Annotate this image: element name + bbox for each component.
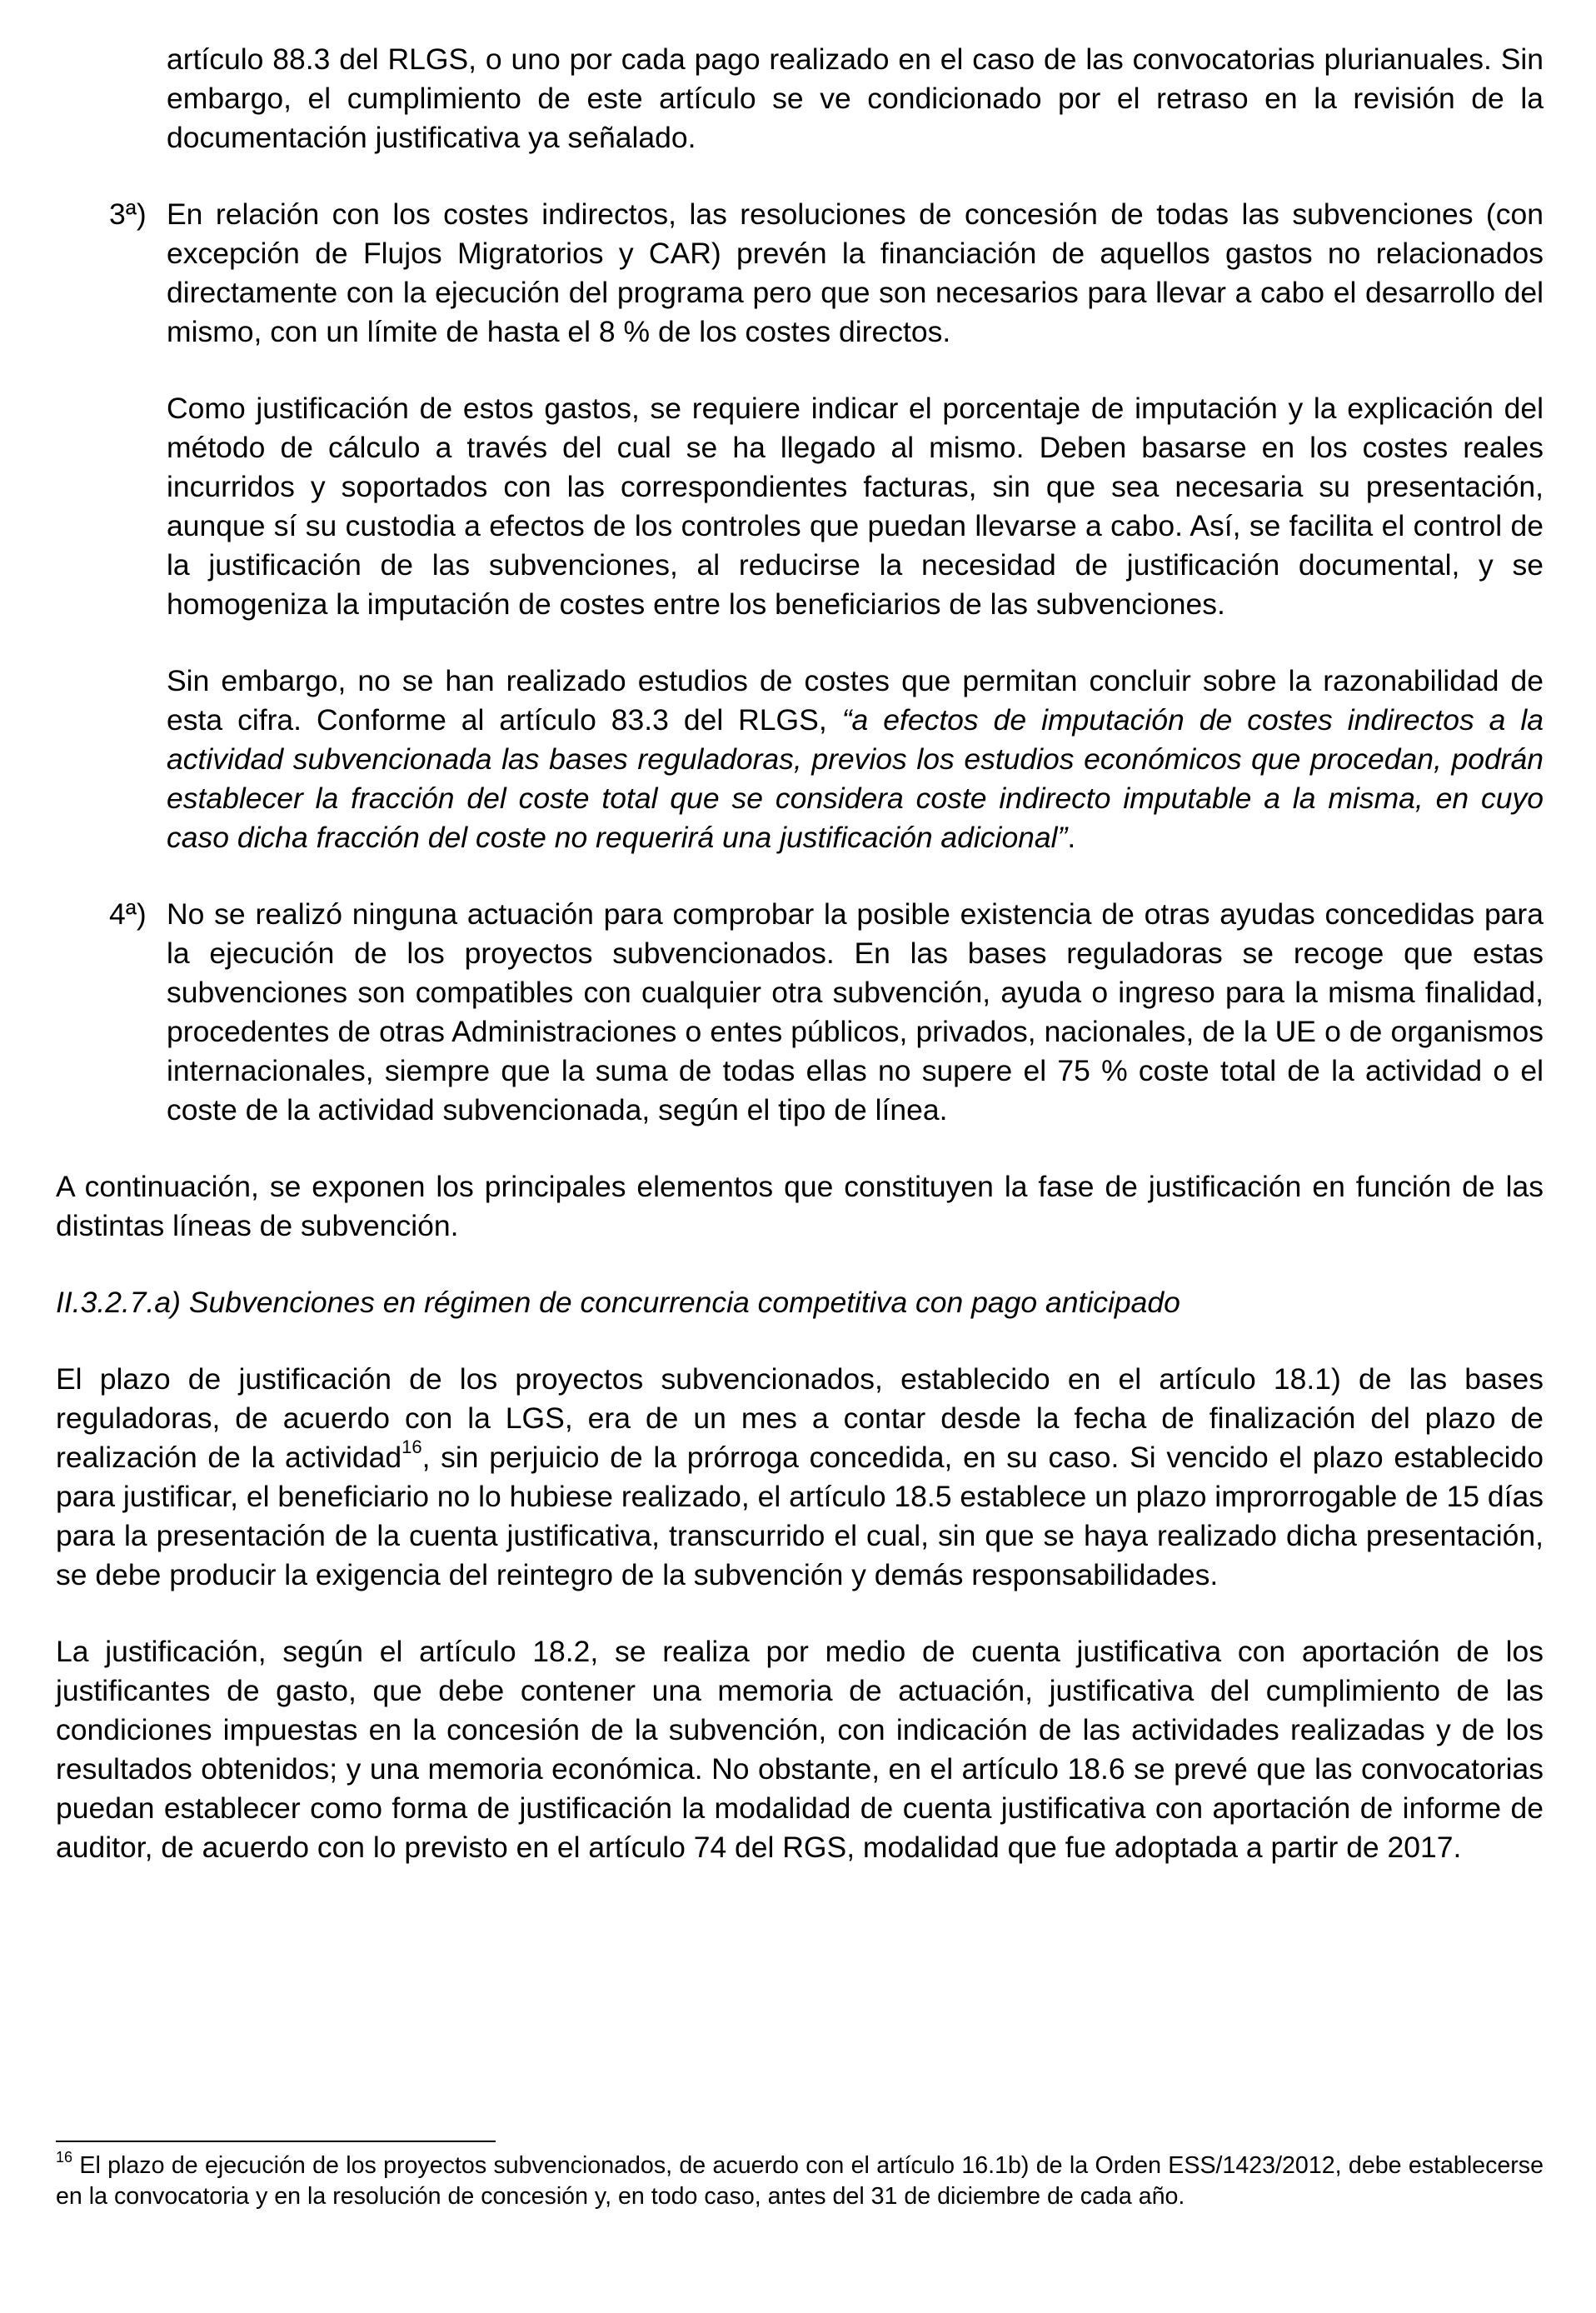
footnote-reference: 16 bbox=[401, 1436, 422, 1458]
item-number-4: 4ª) bbox=[109, 897, 147, 931]
quote-intro: Sin embargo, no se han realizado estudios de costes que permitan concluir sobre la razonabilidad de esta cifra. Conforme al artículo 83.3 del RLGS, bbox=[167, 664, 1544, 737]
quote-end: . bbox=[1067, 821, 1076, 854]
footnote-text: El plazo de ejecución de los proyectos subvencionados, de acuerdo con el artículo 16.1b) de la Orden ESS/1423/2012, debe establecerse en la convocatoria y en la resolución de concesión y, en todo caso, antes del 31 de diciembre de cada año. bbox=[56, 2152, 1544, 2210]
plazo-text-a: El plazo de justificación de los proyectos subvencionados, establecido en el artículo 18.1) de las bases reguladoras, de acuerdo con la LGS, era de un mes a contar desde la fecha de finalización del plazo de realización de la actividad bbox=[56, 1362, 1544, 1474]
numbered-item-4 bbox=[56, 895, 1544, 1130]
paragraph-continuation: artículo 88.3 del RLGS, o uno por cada pago realizado en el caso de las convocatorias plurianuales. Sin embargo, el cumplimiento de este artículo se ve condicionado por el retraso en la revisión de la documentación justificativa ya señalado. bbox=[167, 42, 1544, 154]
plazo-text-b: , sin perjuicio de la prórroga concedida, en su caso. Si vencido el plazo establecido para justificar, el beneficiario no lo hubiese realizado, el artículo 18.5 establece un plazo improrrogable de 15 días para la presentación de la cuenta justificativa, transcurrido el cual, sin que se haya realizado dicha presentación, se debe producir la exigencia del reintegro de la subvención y demás responsabilidades. bbox=[56, 1441, 1544, 1591]
footnote-number: 16 bbox=[56, 2149, 73, 2166]
paragraph-justificacion: La justificación, según el artículo 18.2, se realiza por medio de cuenta justificativa con aportación de los justificantes de gasto, que debe contener una memoria de actuación, justificativa del cumplimiento de las condiciones impuestas en la concesión de la subvención, con indicación de las actividades realizadas y de los resultados obtenidos; y una memoria económica. No obstante, en el artículo 18.6 se prevé que las convocatorias puedan establecer como forma de justificación la modalidad de cuenta justificativa con aportación de informe de auditor, de acuerdo con lo previsto en el artículo 74 del RGS, modalidad que fue adoptada a partir de 2017. bbox=[56, 1635, 1544, 1864]
item-4-paragraph: No se realizó ninguna actuación para comprobar la posible existencia de otras ayudas concedidas para la ejecución de los proyectos subvencionados. En las bases reguladoras se recoge que estas subvenciones son compatibles con cualquier otra subvención, ayuda o ingreso para la misma finalidad, procedentes de otras Administraciones o entes públicos, privados, nacionales, de la UE o de organismos internacionales, siempre que la suma de todas ellas no supere el 75 % coste total de la actividad o el coste de la actividad subvencionada, según el tipo de línea. bbox=[167, 897, 1544, 1127]
item-number-3: 3ª) bbox=[109, 197, 147, 231]
legal-quote: “a efectos de imputación de costes indirectos a la actividad subvencionada las bases reguladoras, previos los estudios económicos que procedan, podrán establecer la fracción del coste total que se considera coste indirecto imputable a la misma, en cuyo caso dicha fracción del coste no requerirá una justificación adicional” bbox=[167, 703, 1544, 854]
paragraph-plazo bbox=[56, 1360, 1544, 1595]
item-3-paragraph: En relación con los costes indirectos, las resoluciones de concesión de todas las subvenciones (con excepción de Flujos Migratorios y CAR) prevén la financiación de aquellos gastos no relacionados directamente con la ejecución del programa pero que son necesarios para llevar a cabo el desarrollo del mismo, con un límite de hasta el 8 % de los costes directos. bbox=[167, 197, 1544, 348]
section-heading: II.3.2.7.a) Subvenciones en régimen de concurrencia competitiva con pago anticipado bbox=[56, 1286, 1180, 1319]
footnote bbox=[56, 2151, 1544, 2212]
paragraph-continuacion: A continuación, se exponen los principales elementos que constituyen la fase de justificación en función de las distintas líneas de subvención. bbox=[56, 1170, 1544, 1242]
footnote-divider bbox=[56, 2141, 496, 2142]
numbered-item-3 bbox=[56, 195, 1544, 352]
item-3-justification-paragraph: Como justificación de estos gastos, se requiere indicar el porcentaje de imputación y la explicación del método de cálculo a través del cual se ha llegado al mismo. Deben basarse en los costes reales incurridos y soportados con las correspondientes facturas, sin que sea necesaria su presentación, aunque sí su custodia a efectos de los controles que puedan llevarse a cabo. Así, se facilita el control de la justificación de las subvenciones, al reducirse la necesidad de justificación documental, y se homogeniza la imputación de costes entre los beneficiarios de las subvenciones. bbox=[167, 392, 1544, 621]
item-3-quote-paragraph bbox=[167, 662, 1544, 857]
page-body bbox=[56, 40, 1544, 1867]
